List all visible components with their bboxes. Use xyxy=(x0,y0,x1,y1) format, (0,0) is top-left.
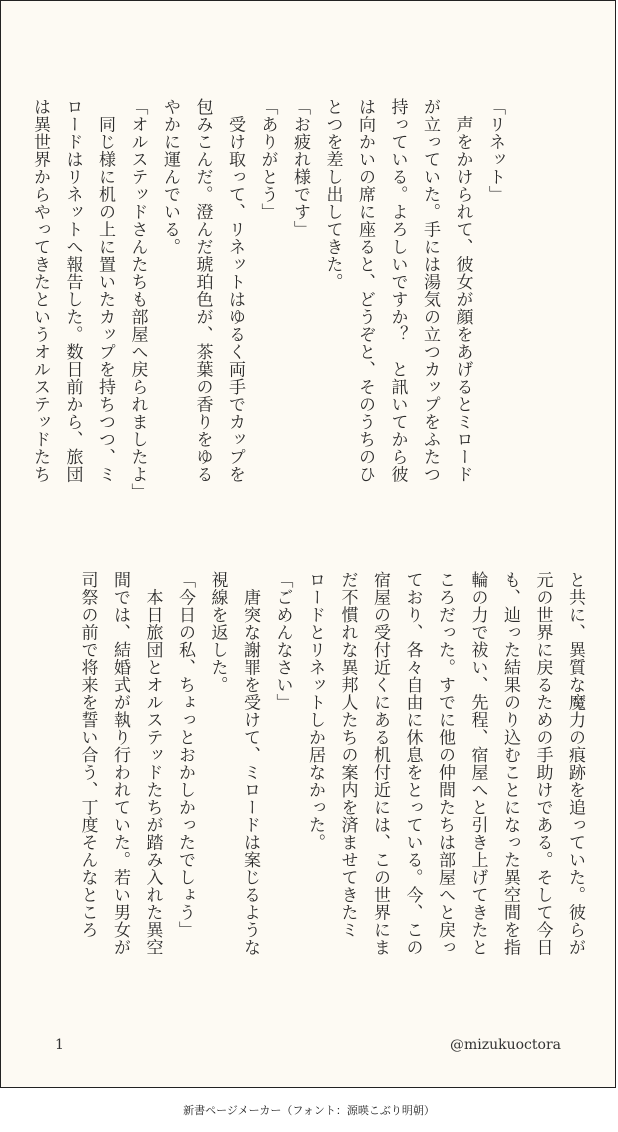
text-line: 「オルステッドさんたちも部屋へ戻られましたよ」 xyxy=(127,98,148,501)
text-line: 唐突な謝罪を受けて、ミロードは案じるような xyxy=(240,571,260,956)
text-line: 包みこんだ。澄んだ琥珀色が、茶葉の香りをゆる xyxy=(192,98,213,483)
generator-caption: 新書ページメーカー（フォント：源暎こぶり明朝） xyxy=(183,1104,435,1117)
text-line: 本日旅団とオルステッドたちが踏み入れた異空 xyxy=(142,571,163,956)
text-line: が立っていた。手には湯気の立つカップをふたつ xyxy=(420,98,440,483)
text-line: 元の世界に戻るための手助けである。そして今日 xyxy=(532,571,553,956)
text-line: 「お疲れ様です」 xyxy=(290,98,310,238)
text-line: も、辿った結果のり込むことになった異空間を指 xyxy=(500,571,520,956)
page-number: 1 xyxy=(55,1037,64,1053)
text-line: 「今日の私、ちょっとおかしかったでしょう」 xyxy=(175,571,195,939)
text-line: は異世界からやってきたというオルステッドたち xyxy=(30,98,50,483)
text-line: ころだった。すでに他の仲間たちは部屋へと戻っ xyxy=(435,571,455,956)
text-line: ており、各々自由に休息をとっている。今、この xyxy=(402,571,423,956)
text-line: 司祭の前で将来を誓い合う、丁度そんなところ xyxy=(77,571,98,939)
text-line: 「ありがとう」 xyxy=(257,98,278,221)
text-line: 「ごめんなさい」 xyxy=(272,571,293,711)
text-line: 「リネット」 xyxy=(485,98,505,203)
text-block-lower xyxy=(71,571,591,991)
text-line: 視線を返した。 xyxy=(207,571,228,694)
text-line: は向かいの席に座ると、どうぞと、そのうちのひ xyxy=(355,98,375,483)
text-line: 輪の力で祓い、先程、宿屋へと引き上げてきたと xyxy=(467,571,488,956)
text-line: とつを差し出してきた。 xyxy=(322,98,343,291)
text-line: 宿屋の受付近くにある机付近には、この世界にま xyxy=(370,571,390,956)
text-line: やかに運んでいる。 xyxy=(160,98,180,256)
text-line: 間では、結婚式が執り行われていた。若い男女が xyxy=(110,571,130,956)
author-handle: @mizukuoctora xyxy=(449,1037,561,1053)
text-line: ロードとリネットしか居なかった。 xyxy=(305,571,325,851)
text-line: 持っている。よろしいですか？ と訊いてから彼 xyxy=(387,98,408,483)
text-line: 受け取って、リネットはゆるく両手でカップを xyxy=(225,98,245,483)
text-line: ロードはリネットへ報告した。数日前から、旅団 xyxy=(62,98,83,483)
text-line: だ不慣れな異邦人たちの案内を済ませてきたミ xyxy=(337,571,358,939)
text-block-upper xyxy=(24,98,512,518)
text-line: 声をかけられて、彼女が顔をあげるとミロード xyxy=(452,98,473,483)
text-line: と共に、異質な魔力の痕跡を追っていた。彼らが xyxy=(565,571,585,956)
text-line: 同じ様に机の上に置いたカップを持ちつつ、ミ xyxy=(95,98,115,483)
